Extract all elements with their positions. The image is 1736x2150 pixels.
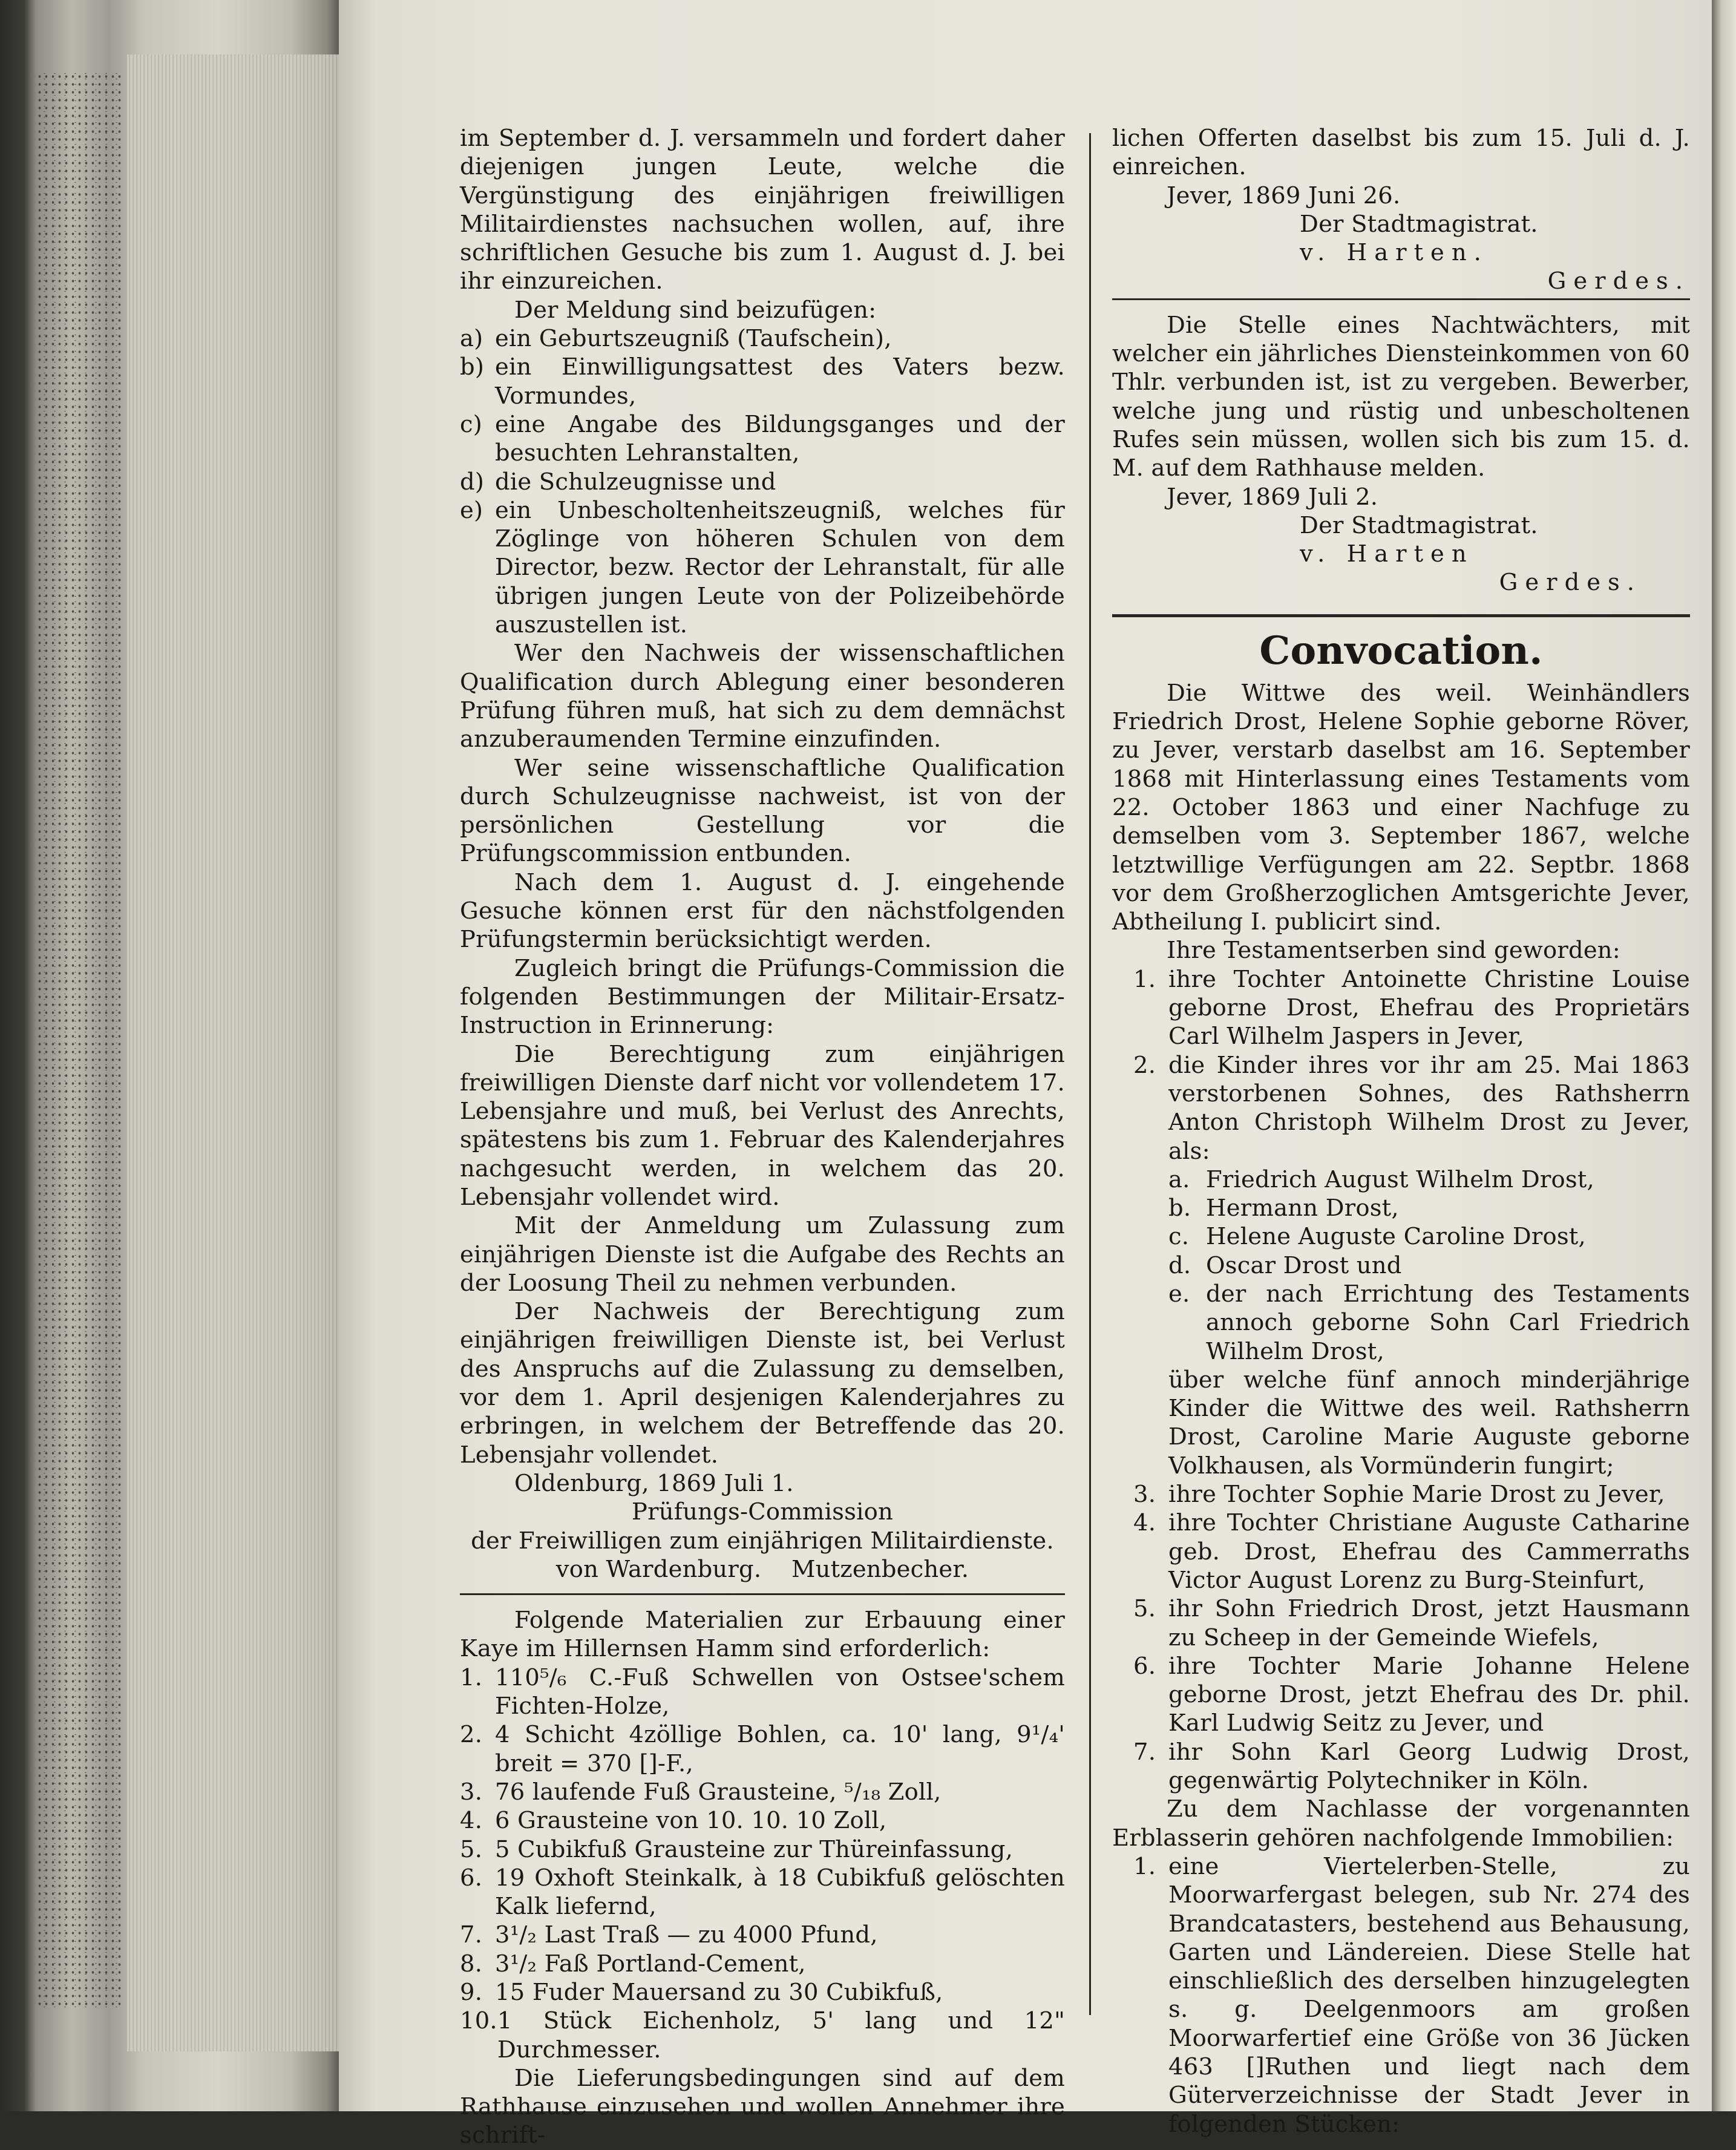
continued-paragraph: lichen Offerten daselbst bis zum 15. Juli d. J. einreichen.	[1112, 125, 1690, 181]
magistrate-line: Der Stadtmagistrat.	[1300, 210, 1538, 238]
nightwatch-notice: Die Stelle eines Nachtwächters, mit welcher ein jährliches Diensteinkommen von 60 Thlr. verbunden ist, ist zu vergeben. Bewerber, welche jung und rüstig und unbescholtenen Rufes sein müssen, wollen sich bis zum 15. d. M. auf dem Rathhause melden.	[1112, 311, 1690, 482]
column-divider	[1089, 133, 1091, 2015]
page-stack	[127, 54, 339, 2051]
list-item: 1. ihre Tochter Antoinette Christine Louise geborne Drost, Ehefrau des Proprietärs Carl Wilhelm Jaspers in Jever,	[1133, 965, 1690, 1050]
list-item: e. der nach Errichtung des Testaments annoch geborne Sohn Carl Friedrich Wilhelm Drost,	[1168, 1280, 1690, 1365]
paragraph: Der Nachweis der Berechtigung zum einjährigen freiwilligen Dienste ist, bei Verlust des Anspruchs auf die Zulassung zu demselben, vor dem 1. April desjenigen Kalenderjahres zu erbringen, in welchem der Betreffende das 20. Lebensjahr vollendet.	[460, 1298, 1065, 1469]
attachments-list	[460, 324, 1065, 639]
intro-paragraph: im September d. J. versammeln und fordert daher diejenigen jungen Leute, welche die Vergünstigung des einjährigen freiwilligen Militairdienstes nachsuchen wollen, auf, ihre schriftlichen Gesuche bis zum 1. August d. J. bei ihr einzureichen.	[460, 125, 1065, 295]
list-item: 3. ihre Tochter Sophie Marie Drost zu Jever,	[1133, 1481, 1665, 1509]
paragraph: Mit der Anmeldung um Zulassung zum einjährigen Dienste ist die Aufgabe des Rechts an der Loosung Theil zu nehmen verbunden.	[460, 1212, 1065, 1297]
list-item: c) eine Angabe des Bildungsganges und der besuchten Lehranstalten,	[460, 410, 1065, 467]
list-item: 5. ihr Sohn Friedrich Drost, jetzt Hausmann zu Scheep in der Gemeinde Wiefels,	[1133, 1595, 1690, 1651]
materials-list	[460, 1663, 1065, 2064]
place-date: Jever, 1869 Juli 2.	[1167, 483, 1378, 511]
signature-line: Prüfungs-Commission	[632, 1498, 893, 1526]
heirs-list	[1112, 1480, 1690, 1795]
clerk-name: Gerdes.	[1547, 267, 1690, 295]
list-item: b) ein Einwilligungsattest des Vaters bezw. Vormundes,	[460, 353, 1065, 410]
estate-intro: Zu dem Nachlasse der vorgenannten Erblasserin gehören nachfolgende Immobilien:	[1112, 1795, 1690, 1852]
place-date: Jever, 1869 Juni 26.	[1167, 182, 1401, 209]
mayor-name: v. Harten.	[1300, 239, 1489, 267]
list-item: 3. 76 laufende Fuß Grausteine, ⁵/₁₈ Zoll,	[460, 1778, 942, 1806]
speckled-edge	[36, 73, 121, 2009]
list-item: 5. 5 Cubikfuß Grausteine zur Thüreinfassung,	[460, 1835, 1014, 1863]
paragraph: Zugleich bringt die Prüfungs-Commission die folgenden Bestimmungen der Militair-Ersatz-Instruction in Erinnerung:	[460, 954, 1065, 1040]
book-edge	[0, 0, 339, 2111]
mayor-name: v. Harten	[1300, 540, 1474, 568]
list-item: d. Oscar Drost und	[1168, 1251, 1402, 1279]
list-item: 8. 3¹/₂ Faß Portland-Cement,	[460, 1950, 806, 1978]
signature-line: der Freiwilligen zum einjährigen Militairdienste.	[471, 1527, 1054, 1555]
list-item: 9. 15 Fuder Mauersand zu 30 Cubikfuß,	[460, 1979, 943, 2006]
paragraph: Wer den Nachweis der wissenschaftlichen Qualification durch Ablegung einer besonderen Prüfung führen muß, hat sich zu dem demnächst anzuberaumenden Termine einzufinden.	[460, 640, 1065, 753]
list-item: 4. 6 Grausteine von 10. 10. 10 Zoll,	[460, 1807, 887, 1835]
list-item: 1. eine Viertelerben-Stelle, zu Moorwarfergast belegen, sub Nr. 274 des Brandcatasters, bestehend aus Behausung, Garten und Ländereien. Diese Stelle hat einschließlich des derselben hinzugelegten s. g. Deelgenmoors am großen Moorwarfertief eine Größe von 36 Jücken 463 []Ruthen und liegt nach dem Güterverzeichnisse der Stadt Jever in folgenden Stücken:	[1133, 1852, 1690, 2138]
list-item: 2. 4 Schicht 4zöllige Bohlen, ca. 10' lang, 9¹/₄' breit = 370 []-F.,	[460, 1721, 1065, 1777]
materials-outro: Die Lieferungsbedingungen sind auf dem Rathhause einzusehen und wollen Annehmer ihre schrift-	[460, 2064, 1065, 2149]
materials-intro: Folgende Materialien zur Erbauung einer Kaye im Hillernsen Hamm sind erforderlich:	[460, 1607, 1065, 1663]
list-item: 1. 110⁵/₆ C.-Fuß Schwellen von Ostsee'schem Fichten-Holze,	[460, 1663, 1065, 1720]
list-item: 6. 19 Oxhoft Steinkalk, à 18 Cubikfuß gelöschten Kalk liefernd,	[460, 1864, 1065, 1921]
list-item: d) die Schulzeugnisse und	[460, 468, 776, 496]
section-rule	[460, 1593, 1065, 1595]
guardian-paragraph: über welche fünf annoch minderjährige Kinder die Wittwe des weil. Rathsherrn Drost, Caroline Marie Auguste geborne Volkhausen, als Vormünderin fungirt;	[1168, 1366, 1690, 1480]
list-item: c. Helene Auguste Caroline Drost,	[1168, 1223, 1586, 1251]
left-column	[460, 124, 1065, 2150]
section-title: Convocation.	[1259, 628, 1543, 674]
paragraph: Die Berechtigung zum einjährigen freiwilligen Dienste darf nicht vor vollendetem 17. Lebensjahre und muß, bei Verlust des Anrechts, spätestens bis zum 1. Februar des Kalenderjahres nachgesucht werden, in welchem das 20. Lebensjahr vollendet wird.	[460, 1040, 1065, 1211]
section-rule-thick	[1112, 614, 1690, 617]
convocation-paragraph: Die Wittwe des weil. Weinhändlers Friedrich Drost, Helene Sophie geborne Röver, zu Jever, verstarb daselbst am 16. September 1868 mit Hinterlassung eines Testaments vom 22. October 1863 und einer Nachfuge zu demselben vom 3. September 1867, welche letztwillige Verfügungen am 22. Septbr. 1868 vor dem Großherzoglichen Amtsgerichte Jever, Abtheilung I. publicirt sind.	[1112, 679, 1690, 936]
section-rule	[1112, 298, 1690, 300]
list-item: 7. 3¹/₂ Last Traß — zu 4000 Pfund,	[460, 1921, 878, 1949]
list-item: 10. 1 Stück Eichenholz, 5' lang und 12" Durchmesser.	[460, 2007, 1065, 2063]
place-date: Oldenburg, 1869 Juli 1.	[514, 1469, 794, 1497]
list-item: a) ein Geburtszeugniß (Taufschein),	[460, 325, 892, 353]
list-item: 7. ihr Sohn Karl Georg Ludwig Drost, gegenwärtig Polytechniker in Köln.	[1133, 1738, 1690, 1795]
list-item: 6. ihre Tochter Marie Johanne Helene geborne Drost, jetzt Ehefrau des Dr. phil. Karl Ludwig Seitz zu Jever, und	[1133, 1652, 1690, 1737]
heirs-intro: Ihre Testamentserben sind geworden:	[1167, 937, 1620, 965]
clerk-name: Gerdes.	[1499, 569, 1642, 597]
next-page-edge	[1712, 0, 1736, 2111]
list-item: e) ein Unbescholtenheitszeugniß, welches für Zöglinge von höheren Schulen von dem Director, bezw. Rector der Lehranstalt, für alle übrigen jungen Leute von der Polizeibehörde auszustellen ist.	[460, 496, 1065, 639]
attachments-intro: Der Meldung sind beizufügen:	[514, 296, 877, 324]
list-item: b. Hermann Drost,	[1168, 1195, 1399, 1222]
list-item: a. Friedrich August Wilhelm Drost,	[1168, 1165, 1594, 1193]
right-column	[1112, 124, 1690, 2139]
list-item: 4. ihre Tochter Christiane Auguste Catharine geb. Drost, Ehefrau des Cammerraths Victor August Lorenz zu Burg-Steinfurt,	[1133, 1509, 1690, 1594]
paragraph: Wer seine wissenschaftliche Qualification durch Schulzeugnisse nachweist, ist von der persönlichen Gestellung vor die Prüfungscommission entbunden.	[460, 754, 1065, 868]
children-list	[1112, 1165, 1690, 1366]
magistrate-line: Der Stadtmagistrat.	[1300, 511, 1538, 539]
paragraph: Nach dem 1. August d. J. eingehende Gesuche können erst für den nächstfolgenden Prüfungstermin berücksichtigt werden.	[460, 868, 1065, 954]
signature-names: von Wardenburg. Mutzenbecher.	[555, 1555, 969, 1583]
list-item: 2. die Kinder ihres vor ihr am 25. Mai 1863 verstorbenen Sohnes, des Rathsherrn Anton Christoph Wilhelm Drost zu Jever, als:	[1133, 1051, 1690, 1165]
